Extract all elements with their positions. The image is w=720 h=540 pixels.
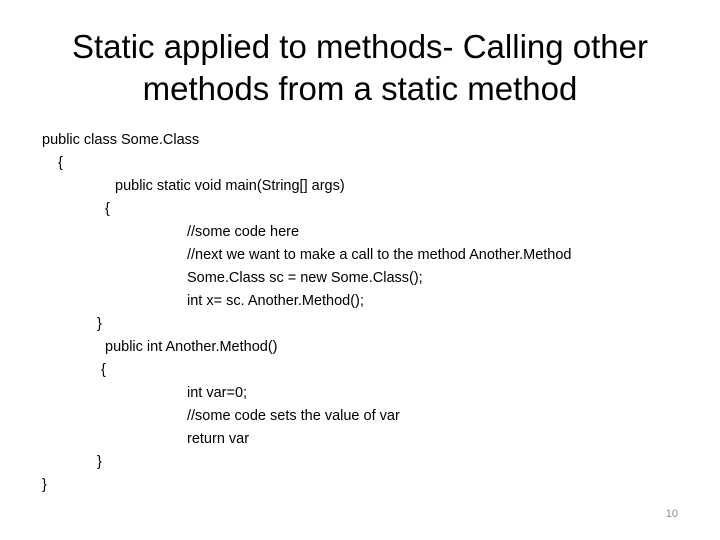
code-line-class-declaration: public class Some.Class [42, 132, 200, 148]
slide-title [20, 26, 700, 110]
code-line-comment-some-code: //some code here [187, 224, 300, 240]
slide-title-line-1: Static applied to methods- Calling other [72, 28, 648, 65]
code-line-var-declaration: int var=0; [187, 385, 248, 401]
code-line-return: return var [187, 431, 250, 447]
code-line-class-close-brace: } [42, 477, 47, 493]
code-line-method-open-brace: { [101, 362, 106, 378]
code-line-class-open-brace: { [58, 155, 63, 171]
code-line-main-signature: public static void main(String[] args) [115, 178, 345, 194]
code-line-main-close-brace: } [97, 316, 102, 332]
code-line-method-signature: public int Another.Method() [105, 339, 278, 355]
code-line-comment-sets-var: //some code sets the value of var [187, 408, 400, 424]
code-line-main-open-brace: { [105, 201, 110, 217]
slide-title-line-2: methods from a static method [142, 70, 578, 107]
page-number: 10 [665, 508, 678, 520]
code-line-comment-next-call: //next we want to make a call to the method Another.Method [187, 247, 572, 263]
code-line-method-close-brace: } [97, 454, 102, 470]
code-line-instantiate: Some.Class sc = new Some.Class(); [187, 270, 423, 286]
code-line-call-method: int x= sc. Another.Method(); [187, 293, 364, 309]
